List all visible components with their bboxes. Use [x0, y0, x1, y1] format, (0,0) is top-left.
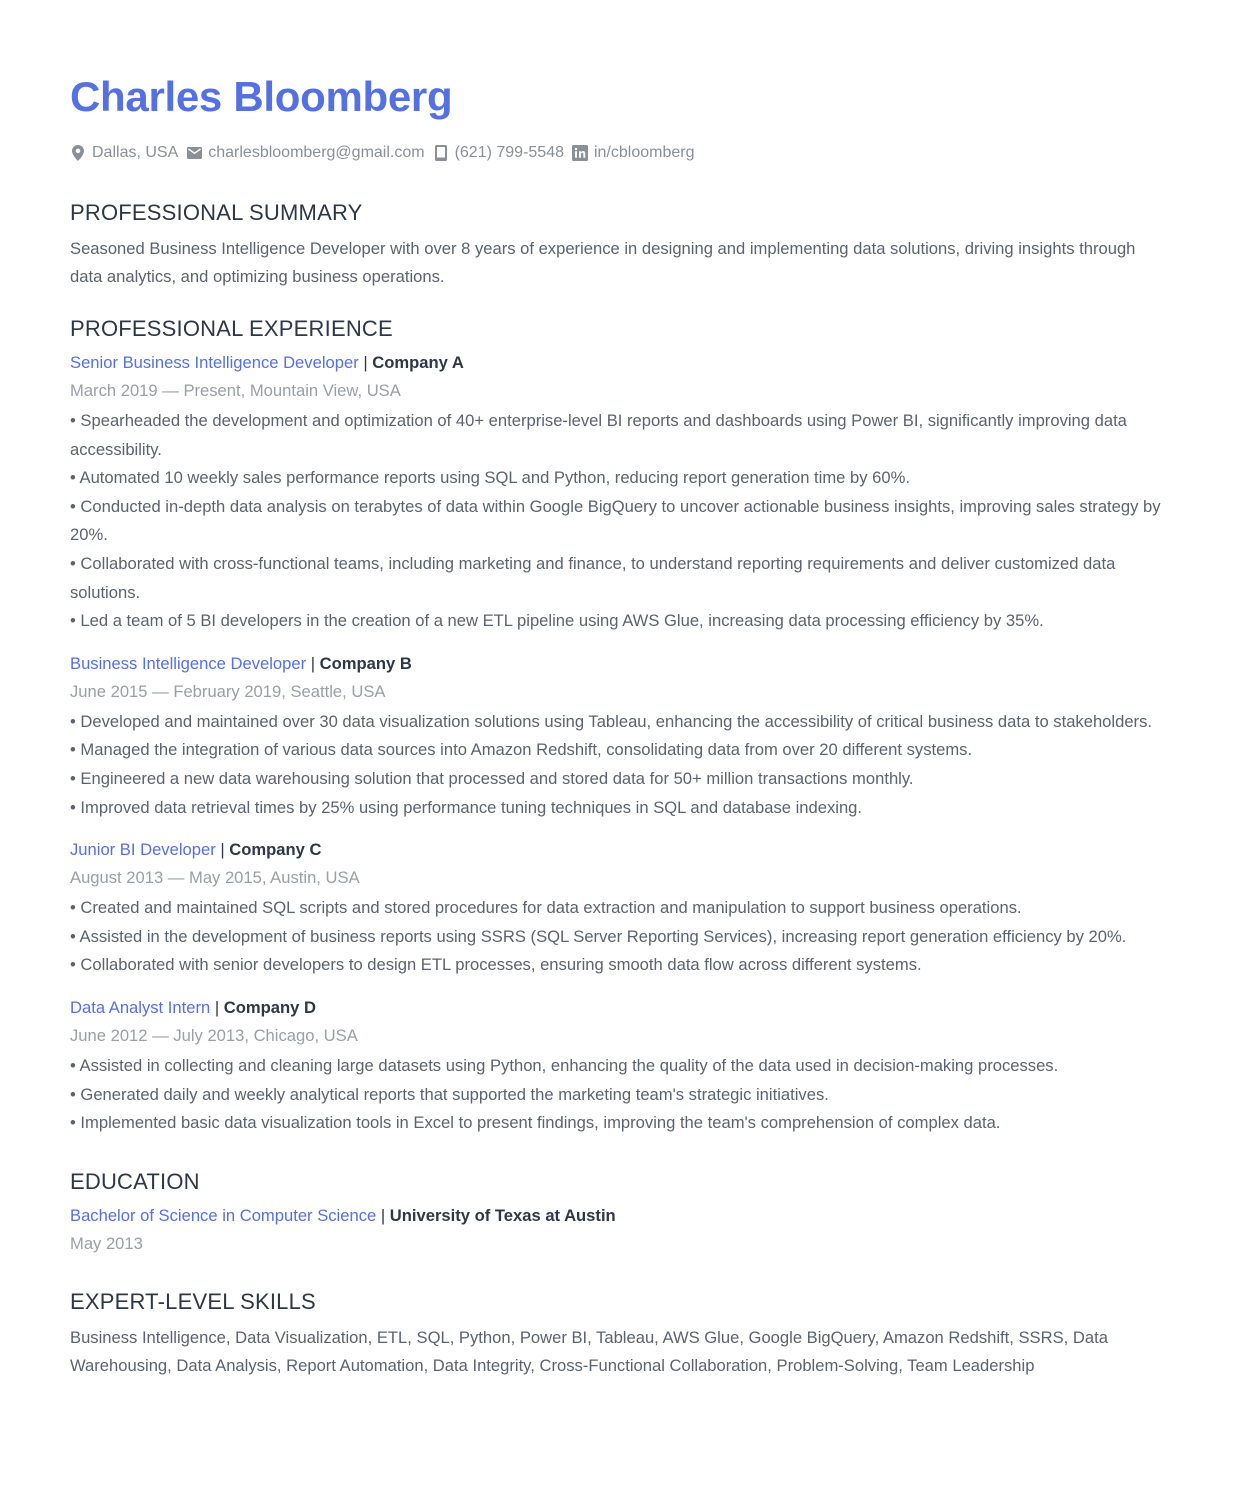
job-entry	[70, 994, 1170, 1138]
experience-heading: PROFESSIONAL EXPERIENCE	[70, 316, 393, 341]
job-bullet: • Collaborated with cross-functional teams, including marketing and finance, to understand reporting requirements and deliver customized data solutions.	[70, 553, 1116, 602]
job-dates-location: March 2019 — Present, Mountain View, USA	[70, 381, 401, 400]
job-bullets	[70, 1052, 1170, 1138]
job-dates-location: June 2012 — July 2013, Chicago, USA	[70, 1025, 358, 1045]
job-header	[70, 650, 1170, 678]
job-company: Company D	[223, 997, 316, 1017]
job-bullets	[70, 708, 1170, 822]
skills-heading: EXPERT-LEVEL SKILLS	[70, 1288, 316, 1314]
graduation-date: May 2013	[70, 1233, 143, 1253]
education-heading: EDUCATION	[70, 1168, 200, 1194]
job-bullet: • Created and maintained SQL scripts and stored procedures for data extraction and manipulation to support business operations.	[70, 898, 1022, 918]
degree: Bachelor of Science in Computer Science	[70, 1205, 377, 1225]
job-bullet: • Managed the integration of various data sources into Amazon Redshift, consolidating data from over 20 different systems.	[70, 740, 973, 760]
summary-section	[70, 199, 1170, 291]
job-bullet: • Spearheaded the development and optimization of 40+ enterprise-level BI reports and dashboards using Power BI, significantly improving data accessibility.	[70, 411, 1127, 459]
job-bullet: • Conducted in-depth data analysis on terabytes of data within Google BigQuery to uncover actionable business insights, improving sales strategy by 20%.	[70, 496, 1161, 545]
summary-text: Seasoned Business Intelligence Developer with over 8 years of experience in designing and implementing data solutions, driving insights through data analytics, and optimizing business operations.	[70, 239, 1136, 286]
job-bullet: • Assisted in the development of business reports using SSRS (SQL Server Reporting Services), increasing report generation efficiency by 20%.	[70, 926, 1127, 946]
resume-page	[70, 72, 1170, 1380]
phone-icon	[433, 145, 449, 161]
job-entry	[70, 836, 1170, 980]
job-dates-location: June 2015 — February 2019, Seattle, USA	[70, 681, 386, 701]
job-entry	[70, 349, 1170, 636]
separator: |	[306, 653, 320, 673]
separator: |	[210, 997, 224, 1017]
linkedin-icon	[572, 145, 588, 161]
job-bullet: • Assisted in collecting and cleaning large datasets using Python, enhancing the quality of the data used in decision-making processes.	[70, 1055, 1059, 1075]
job-header	[70, 836, 1170, 864]
contact-linkedin[interactable]	[572, 144, 695, 162]
job-company: Company B	[319, 653, 412, 673]
job-title: Business Intelligence Developer	[70, 653, 307, 673]
separator: |	[215, 840, 230, 860]
contact-phone-text[interactable]: (621) 799-5548	[454, 144, 564, 161]
job-bullet: • Led a team of 5 BI developers in the creation of a new ETL pipeline using AWS Glue, increasing data processing efficiency by 35%.	[70, 611, 1044, 631]
location-pin-icon	[70, 145, 86, 161]
email-icon	[186, 145, 202, 161]
experience-section	[70, 315, 1170, 1138]
separator: |	[376, 1205, 390, 1225]
job-dates-location: August 2013 — May 2015, Austin, USA	[70, 868, 360, 888]
summary-heading: PROFESSIONAL SUMMARY	[70, 200, 363, 225]
job-list	[70, 349, 1170, 1138]
education-header	[70, 1202, 1170, 1230]
job-header	[70, 349, 1170, 377]
job-bullet: • Implemented basic data visualization tools in Excel to present findings, improving the team's comprehension of complex data.	[70, 1113, 1001, 1133]
contact-location-text: Dallas, USA	[92, 144, 179, 161]
education-entry	[70, 1202, 1170, 1258]
job-bullets	[70, 407, 1170, 636]
job-entry	[70, 650, 1170, 822]
contact-location	[70, 144, 178, 162]
job-bullet: • Collaborated with senior developers to design ETL processes, ensuring smooth data flow across different systems.	[70, 955, 922, 975]
separator: |	[358, 353, 373, 372]
job-bullet: • Developed and maintained over 30 data visualization solutions using Tableau, enhancing the accessibility of critical business data to stakeholders.	[70, 711, 1152, 731]
skills-section	[70, 1288, 1170, 1380]
job-bullet: • Improved data retrieval times by 25% using performance tuning techniques in SQL and database indexing.	[70, 797, 863, 817]
contact-linkedin-text[interactable]: in/cbloomberg	[594, 144, 695, 161]
contact-bar	[70, 141, 1170, 165]
job-bullet: • Generated daily and weekly analytical reports that supported the marketing team's strategic initiatives.	[70, 1084, 829, 1104]
candidate-name: Charles Bloomberg	[70, 73, 453, 120]
job-title: Senior Business Intelligence Developer	[70, 353, 359, 372]
education-section	[70, 1168, 1170, 1258]
job-header	[70, 994, 1170, 1022]
school: University of Texas at Austin	[389, 1205, 616, 1225]
skills-text: Business Intelligence, Data Visualization, ETL, SQL, Python, Power BI, Tableau, AWS Glue, Google BigQuery, Amazon Redshift, SSRS, Data Warehousing, Data Analysis, Report Automation, Data Integrity, Cross-Functional Collaboration, Problem-Solving, Team Leadership	[70, 1327, 1108, 1375]
job-company: Company A	[372, 353, 464, 372]
contact-email[interactable]	[186, 144, 424, 162]
job-title: Junior BI Developer	[70, 840, 216, 860]
job-company: Company C	[229, 840, 322, 860]
job-bullets	[70, 894, 1170, 980]
job-bullet: • Engineered a new data warehousing solution that processed and stored data for 50+ million transactions monthly.	[70, 768, 914, 788]
contact-email-text[interactable]: charlesbloomberg@gmail.com	[208, 144, 425, 161]
job-bullet: • Automated 10 weekly sales performance reports using SQL and Python, reducing report generation time by 60%.	[70, 468, 910, 488]
contact-phone[interactable]	[433, 144, 564, 162]
job-title: Data Analyst Intern	[70, 997, 211, 1017]
